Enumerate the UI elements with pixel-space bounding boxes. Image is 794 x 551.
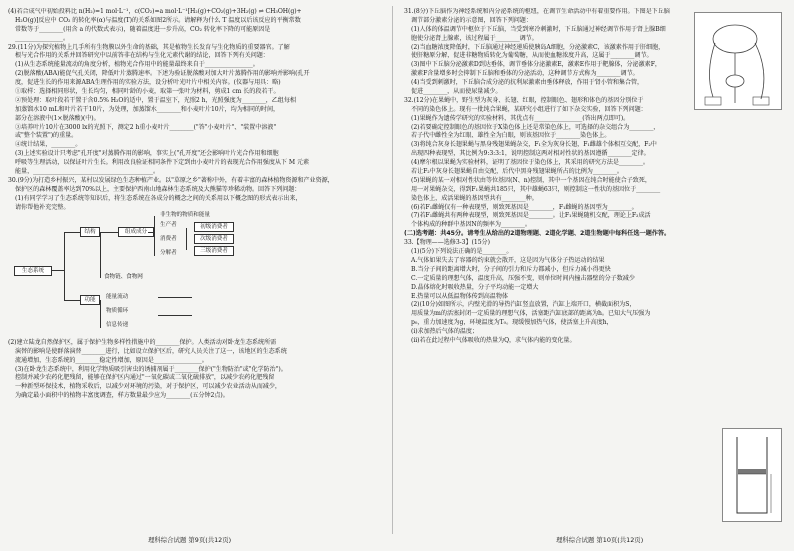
map-c1: 初级消费者	[194, 222, 234, 232]
q31-line: (3)图中下丘脑分泌激素D到达垂体，调节垂体分泌激素E，激素E作用于靶腺体，分泌激素F，	[411, 61, 661, 69]
left-lines-line: 常数等于________(用含 a 的代数式表示)，随着温度进一步升高，CO₂ 转化率下降的可能原因是	[15, 25, 271, 33]
map-c2: 次级消费者	[194, 234, 234, 244]
section-heading: (二)选考题：共45分。请考生从给出的2道物理题、2道化学题、2道生物题中每科任选一题作答。	[404, 230, 671, 238]
q30-line: (1)有同学学习了生态系统等知识后，将生态系统在各成分的概念之间的关系用以下概念图的形式表示出来，	[15, 194, 302, 202]
q32-line: (3)将纯合灰身长翅果蝇与黑身残翅果蝇杂交，F₁全为灰身长翅，F₁雌雄个体相互交配，F₂中	[411, 141, 657, 149]
q33-line: (1)(5分)下列说法正确的是________。	[411, 248, 513, 256]
q31-line: (2)当血糖浓度降低时，下丘脑通过神经递质使胰岛A细胞，分泌激素C，该激素作用于肝细胞，	[411, 43, 665, 51]
hypothalamus-diagram-icon	[695, 13, 781, 109]
left-column	[8, 8, 386, 528]
left-lines-line: H₂O(g)]反应中 CO₂ 的转化率(α)与温度(T)的关系如图2所示。请解释为什么 T 温度以后该反应的平衡常数	[15, 16, 301, 24]
q30b-line: 为确定最小面积中的植物丰富度调查，样方数量最少应为________(五分钟2点)。	[15, 392, 229, 400]
map-function: 功能	[80, 295, 100, 305]
q31-line: 促进________，从而使尿量减少。	[411, 88, 502, 96]
map-nonbio: 非生物的物质和能量	[160, 211, 210, 218]
q29-line: 部分在溶液中(1×脱落酸)(中)。	[15, 114, 100, 122]
q29-line: 29.(11分)为探究植物上几手所有生物膜以外生命的基础，其是植物生长发育与生化物质的重要器官。了解	[8, 43, 290, 51]
question-30	[8, 177, 386, 212]
q33-line: C.一定质量的理想气体，温度升高，压强不变，则单位时间内撞击器壁的分子数减少	[411, 274, 635, 282]
map-decomposer: 分解者	[160, 249, 177, 256]
q29-line: ③培养叶片10片在3000 lx的光照下，测定2 h重小麦叶片________("答"小麦叶片"、"装置中溶液"	[15, 123, 277, 131]
q30b-line: (3)在卧龙生态系统中，利用化学物质吸引害虫的诱捕剂属于________保护("生物防治"或"化学防治")。	[15, 365, 287, 373]
q32-line: 若让F₂中灰身长翅果蝇自由交配，后代中黑身残翅果蝇所占的比例为________。	[411, 168, 623, 176]
q31-line: (4)当受到刺激时，下丘脑合成分泌的抗利尿激素由垂体释放，作用于肾小管和集合管，	[411, 79, 644, 87]
q30-line: 保护区的森林覆盖率达到70%以上，主要保护西南山地森林生态系统及大熊猫等珍稀动物。回答下列问题：	[15, 185, 301, 193]
map-matter: 物质循环	[106, 307, 129, 314]
map-info: 信息传递	[106, 321, 129, 328]
q29-line: (2)脱落酸(ABA)能促气孔关闭，降低叶片蒸腾速率。下述为验证脱落酸对加大叶片蒸腾作用的影响并影响(孔开	[15, 70, 310, 78]
map-blank-1[interactable]	[158, 292, 192, 298]
column-divider	[392, 6, 393, 534]
q30-line: 请你帮他补充完整。	[15, 203, 70, 211]
q29-line: ①取样：选择相同形状，生长均匀，相同叶龄的小麦，取第一张叶为材料，剪成1 cm 长的段若干。	[15, 88, 280, 96]
q29-line: (3)上述实验设计只考虑"孔开度"对蒸腾作用的影响，事实上("孔开度"还会影响叶片光合作用和细胞	[15, 150, 279, 158]
q32-line: 若子代中雌性全为红眼、雄性全为白眼，则该基因位于________染色体上。	[411, 132, 611, 140]
q32-line: (6)若F₁雌蝇仅有一种表现型，则致死基因是________，F₁雌蝇的基因型为________。	[411, 203, 638, 211]
map-blank-2[interactable]	[158, 310, 192, 316]
q32-line: (5)果蝇的某一对相对性状由等位基因(N、n)控制，其中一个基因在纯合时能使合子致死，	[411, 176, 651, 184]
q32-line: (7)若F₁雌蝇共有两种表现型，则致死基因是________。让F₁果蝇随机交配，理论上F₂成活	[411, 212, 651, 220]
q33-line: 用质量为m的活塞封闭一定质量的理想气体，活塞距汽缸底部的距离为h。已知大气压强为	[411, 310, 651, 318]
q31-line: 调节部分激素分泌的示意图，回答下列问题：	[411, 16, 532, 24]
map-consumer: 消费者	[160, 235, 177, 242]
left-lines-line: ________________。	[15, 34, 69, 42]
q31-line: 使肝糖原分解，促进非糖物质转化为葡萄糖，从而使血糖浓度升高，这属于________调节。	[411, 52, 653, 60]
q33-line: B.当分子间的距离增大时，分子间的引力和斥力都减小，但斥力减小得更快	[411, 265, 611, 273]
q33-line: D.晶体熔化时吸收热量，分子平均动能一定增大	[411, 283, 539, 291]
q29-line: ②预处理：取叶段若干置于含0.5% H₂O的适中，置于温室下，光照2 h，光照强度为________，乙组每相	[15, 96, 296, 104]
q32-line: 个体构成的种群中基因N的频率为________。	[411, 221, 531, 229]
footer-right: 理科综合试题 第10页(共12页)	[556, 536, 644, 544]
map-component: 组成成分	[118, 227, 154, 237]
q30-line: 30.(9分)为打造乡村振兴，某村以发展绿色生态种植产业。以"草原之乡"著称中外，有着丰富的森林植物资源和产业资源，	[8, 176, 334, 184]
map-c3: 三级消费者	[194, 246, 234, 256]
q29-line: ④统计结果，________。	[15, 141, 82, 149]
q33-line: (ii)若在此过程中气体吸收的热量为Q，求气体内能的变化量。	[411, 336, 576, 344]
question-32	[404, 97, 782, 230]
map-energy: 能量流动	[106, 293, 129, 300]
q32-line: 出现四种表现型，其比例为9:3:3:1，说明控制这两对相对性状的基因遵循________定律。	[411, 150, 650, 158]
cylinder-figure	[722, 428, 782, 522]
q32-line: 用一对果蝇杂交，得到F₁果蝇共185只，其中雄蝇63只，则控制这一性状的基因位于________	[411, 185, 661, 193]
q30b-line: (2)建立陆龙自然保护区，属于保护生物多样性措施中的________保护。人类活动对卧龙生态系统所需	[8, 338, 277, 346]
footer-left: 理科综合试题 第9页(共12页)	[148, 536, 232, 544]
q32-line: (1)果蝇作为遗传学研究的实验材料，其优点有________________(答出两点即可)。	[411, 114, 630, 122]
q29-line: 根与光合作用的关系并回答研究中以前答非在结构与生化元素代谢的结论，回答下列有关问题：	[15, 52, 269, 60]
question-29	[8, 44, 386, 177]
q32-line: (2)若要确定控制眼色的基因位于X染色体上还是常染色体上，可选择的杂交组合为________，	[411, 123, 660, 131]
question-33	[404, 239, 782, 345]
q30b-line: 演替的影响是使群落演替________进行，比如设立保护区后，研究人员关注了这一，该地区的生态系统	[15, 347, 287, 355]
question-30-continued	[8, 339, 386, 401]
q33-line: 33.【物理——选修3-3】(15分)	[404, 239, 490, 247]
q33-line: p₀，重力加速度为g，环境温度为T₀。现缓慢加热气体，使活塞上升高度h，	[411, 319, 613, 327]
q32-line: 染色体上，成活果蝇的基因型共有________种。	[411, 194, 538, 202]
q29-line: 加蒸馏水10 mL和叶片若干10片，为处理，加蒸馏水________和小麦叶片10片，均为相同的时间，	[15, 105, 280, 113]
q33-line: (i)求加热后气体的温度；	[411, 328, 478, 336]
q33-line: A.气体如果失去了容器的约束就会散开，这是因为气体分子热运动的结果	[411, 256, 605, 264]
gas-cylinder-icon	[723, 429, 781, 521]
q32-line: 32.(12分)在果蝇中，野生型为灰身、长翅、红眼，控制眼色、翅形和体色的基因分别位于	[404, 96, 644, 104]
q33-line: E.热量可以从低温物体传到高温物体	[411, 292, 508, 300]
concept-map	[8, 211, 386, 336]
q30b-line: 流通增加，生态系统的________稳定性增加，原因是________________。	[15, 356, 208, 364]
q32-line: 不同的染色体上。现有一批纯合果蝇，某研究小组进行了如下杂交实验，回答下列问题：	[411, 105, 647, 113]
q30b-line: 控制并减少农药化肥残留，能够在保护区内通过"一氧化碳或二氧化硫排放"，以减少农药化肥残留	[15, 374, 275, 382]
hypothalamus-figure	[694, 12, 782, 110]
left-lines-line: (4)若合成气中初始投料比 n(H₂)=1 mol·L⁻¹，c(CO₂)=a mol·L⁻¹[H₂(g)+CO₂(g)+3H₂(g) ⇌ CH₃OH(g)+	[8, 8, 302, 15]
right-column	[404, 8, 782, 528]
q31-line: 激素F含量增多时会抑制下丘脑和垂体的分泌活动，这种调节方式称为________调节。	[411, 70, 639, 78]
q33-line: (2)(10分)如图所示，内壁光滑的导热汽缸竖直放置，汽缸上端开口，横截面积为S，	[411, 301, 636, 309]
map-root: 生态系统	[14, 266, 52, 276]
q29-line: 或"整个装置")的重量。	[15, 132, 78, 140]
q29-line: 能量，________________________________________。	[15, 168, 160, 176]
q29-line: (1)从生态系统能量流动的角度分析，植物光合作用中的能量最终来自于________________。	[15, 61, 259, 69]
map-producer: 生产者	[160, 221, 177, 228]
q31-line: (1)人体的体温调节中枢位于下丘脑，当受到寒冷刺激时，下丘脑通过神经调节作用于肾上腺B细	[411, 25, 666, 33]
q30b-line: 一种新型环保技术，植物采收后，以减少对环境的污染，对于保护区，可以减少农业活动从而减少，	[15, 383, 281, 391]
q29-line: 呼吸等生理活动，以保证叶片生长。利用改良验证相同条件下定到由小麦叶片的表现光合作用强度从下 M 元素	[15, 159, 310, 167]
q29-line: 度，促进生长的作用来源ABA生理作用的实验方法，设分析叶光叶片中相关内容。(仪器与用具：略)	[15, 79, 281, 87]
map-structure: 结构	[80, 227, 100, 237]
q31-line: 31.(8分)下丘脑作为神经系统和内分泌系统的枢纽，在调节生命活动中有着重要作用。下图是下丘脑	[404, 8, 670, 15]
map-web: 食物链、食物网	[104, 273, 143, 280]
q32-line: (4)摩尔根以果蝇为实验材料，证明了基因位于染色体上，其采用的研究方法是________。	[411, 159, 649, 167]
q31-line: 胞使分泌肾上腺素，该过程属于________调节。	[411, 34, 538, 42]
